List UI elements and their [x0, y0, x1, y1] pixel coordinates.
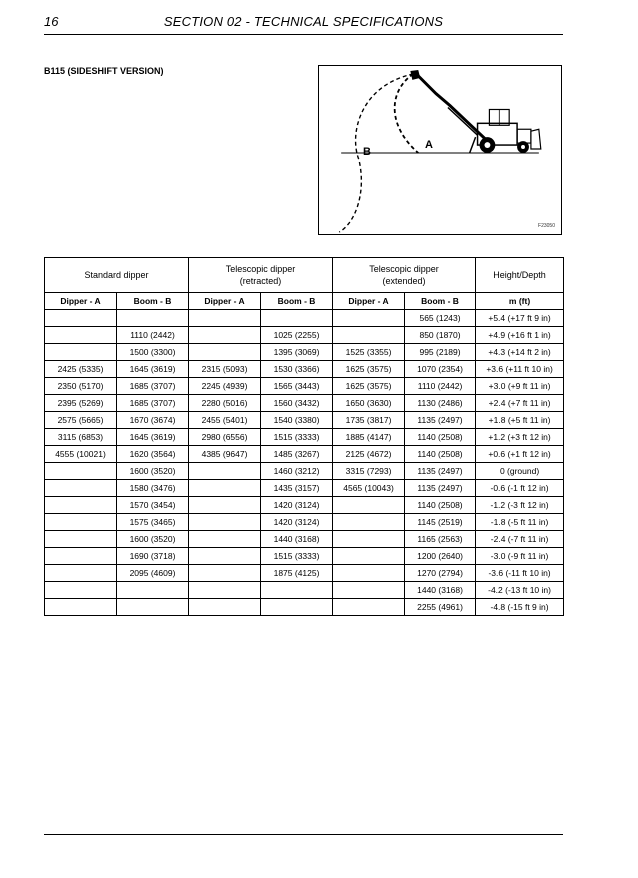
table-cell — [45, 344, 117, 361]
table-cell: 1070 (2354) — [405, 361, 476, 378]
table-cell — [45, 565, 117, 582]
page-header — [44, 12, 563, 35]
table-cell: 1670 (3674) — [117, 412, 189, 429]
table-row — [45, 395, 564, 412]
table-cell: 2245 (4939) — [189, 378, 261, 395]
table-cell — [333, 514, 405, 531]
table-cell — [333, 548, 405, 565]
table-cell: 3315 (7293) — [333, 463, 405, 480]
table-cell: -2.4 (-7 ft 11 in) — [476, 531, 564, 548]
table-cell: 1140 (2508) — [405, 497, 476, 514]
table-row — [45, 531, 564, 548]
table-cell — [333, 565, 405, 582]
table-row — [45, 497, 564, 514]
table-cell: +1.2 (+3 ft 12 in) — [476, 429, 564, 446]
table-cell: 1135 (2497) — [405, 463, 476, 480]
table-cell: 1485 (3267) — [261, 446, 333, 463]
table-cell: 1435 (3157) — [261, 480, 333, 497]
table-cell: +1.8 (+5 ft 11 in) — [476, 412, 564, 429]
table-row — [45, 378, 564, 395]
table-cell — [45, 497, 117, 514]
table-cell: +5.4 (+17 ft 9 in) — [476, 310, 564, 327]
group-header-standard: Standard dipper — [45, 258, 189, 293]
table-body — [45, 310, 564, 616]
table-cell: 1420 (3124) — [261, 514, 333, 531]
col-header: m (ft) — [476, 293, 564, 310]
arc-a-label: A — [425, 139, 433, 151]
table-cell: 565 (1243) — [405, 310, 476, 327]
table-cell: 1645 (3619) — [117, 361, 189, 378]
table-cell: 2575 (5665) — [45, 412, 117, 429]
table-cell — [333, 327, 405, 344]
table-cell: 1440 (3168) — [261, 531, 333, 548]
table-row — [45, 446, 564, 463]
table-cell: +4.3 (+14 ft 2 in) — [476, 344, 564, 361]
table-row — [45, 361, 564, 378]
table-cell — [189, 480, 261, 497]
table-cell — [333, 310, 405, 327]
table-cell: 2255 (4961) — [405, 599, 476, 616]
table-cell: 4385 (9647) — [189, 446, 261, 463]
table-cell: 1600 (3520) — [117, 463, 189, 480]
table-cell — [45, 327, 117, 344]
table-cell — [45, 599, 117, 616]
table-cell: 2980 (6556) — [189, 429, 261, 446]
table-cell: 1130 (2486) — [405, 395, 476, 412]
table-cell — [189, 548, 261, 565]
group-header-tele-retracted: Telescopic dipper (retracted) — [189, 258, 333, 293]
col-header: Boom - B — [261, 293, 333, 310]
table-cell: 1885 (4147) — [333, 429, 405, 446]
table-cell — [45, 310, 117, 327]
table-cell — [333, 497, 405, 514]
table-cell: 1580 (3476) — [117, 480, 189, 497]
table-cell — [45, 531, 117, 548]
dig-depth-table — [44, 257, 564, 616]
table-cell — [189, 463, 261, 480]
col-header: Boom - B — [405, 293, 476, 310]
table-cell: 0 (ground) — [476, 463, 564, 480]
backhoe-diagram-icon — [319, 66, 561, 234]
col-header: Dipper - A — [189, 293, 261, 310]
table-cell — [333, 531, 405, 548]
table-cell: 1685 (3707) — [117, 378, 189, 395]
table-row — [45, 429, 564, 446]
table-cell: 1690 (3718) — [117, 548, 189, 565]
table-cell: 1140 (2508) — [405, 429, 476, 446]
table-row — [45, 480, 564, 497]
table-cell: 2095 (4609) — [117, 565, 189, 582]
table-cell: -4.8 (-15 ft 9 in) — [476, 599, 564, 616]
table-row — [45, 412, 564, 429]
table-cell — [189, 497, 261, 514]
model-subtitle: B115 (SIDESHIFT VERSION) — [44, 66, 164, 76]
table-cell — [189, 514, 261, 531]
table-cell — [45, 548, 117, 565]
group-header-row — [45, 258, 564, 293]
table-cell: 1685 (3707) — [117, 395, 189, 412]
sub-header-row — [45, 293, 564, 310]
table-cell: 4565 (10043) — [333, 480, 405, 497]
table-row — [45, 463, 564, 480]
table-cell: 1620 (3564) — [117, 446, 189, 463]
table-row — [45, 548, 564, 565]
table-cell: 995 (2189) — [405, 344, 476, 361]
table-cell: -3.6 (-11 ft 10 in) — [476, 565, 564, 582]
table-cell: 1735 (3817) — [333, 412, 405, 429]
table-cell: 1165 (2563) — [405, 531, 476, 548]
table-cell: 1140 (2508) — [405, 446, 476, 463]
col-header: Dipper - A — [333, 293, 405, 310]
table-cell — [45, 514, 117, 531]
table-cell: 850 (1870) — [405, 327, 476, 344]
table-cell: 4555 (10021) — [45, 446, 117, 463]
table-row — [45, 599, 564, 616]
table-row — [45, 565, 564, 582]
table-cell: 1395 (3069) — [261, 344, 333, 361]
table-cell: 1600 (3520) — [117, 531, 189, 548]
table-cell — [45, 463, 117, 480]
table-cell — [189, 582, 261, 599]
table-cell — [189, 344, 261, 361]
table-cell: +4.9 (+16 ft 1 in) — [476, 327, 564, 344]
group-header-tele-extended: Telescopic dipper (extended) — [333, 258, 476, 293]
col-header: Boom - B — [117, 293, 189, 310]
table-cell — [117, 582, 189, 599]
table-cell: 2315 (5093) — [189, 361, 261, 378]
table-cell: 1145 (2519) — [405, 514, 476, 531]
table-row — [45, 514, 564, 531]
table-cell — [189, 599, 261, 616]
table-cell: -1.2 (-3 ft 12 in) — [476, 497, 564, 514]
table-cell: 2350 (5170) — [45, 378, 117, 395]
table-cell — [45, 480, 117, 497]
table-cell — [117, 599, 189, 616]
table-cell — [261, 599, 333, 616]
table-cell: 2280 (5016) — [189, 395, 261, 412]
arc-b-label: B — [363, 146, 371, 158]
table-cell: 1570 (3454) — [117, 497, 189, 514]
page-number: 16 — [44, 14, 59, 29]
table-cell: -4.2 (-13 ft 10 in) — [476, 582, 564, 599]
table-cell: +0.6 (+1 ft 12 in) — [476, 446, 564, 463]
table-cell: 1645 (3619) — [117, 429, 189, 446]
section-title: SECTION 02 - TECHNICAL SPECIFICATIONS — [163, 14, 444, 29]
table-cell: 1110 (2442) — [117, 327, 189, 344]
table-cell: 1650 (3630) — [333, 395, 405, 412]
figure-code: F23050 — [538, 223, 555, 229]
table-cell — [261, 310, 333, 327]
table-cell: 1575 (3465) — [117, 514, 189, 531]
table-cell: -0.6 (-1 ft 12 in) — [476, 480, 564, 497]
col-header: Dipper - A — [45, 293, 117, 310]
table-row — [45, 582, 564, 599]
table-cell: 1500 (3300) — [117, 344, 189, 361]
table-cell: 3115 (6853) — [45, 429, 117, 446]
table-cell — [117, 310, 189, 327]
table-cell: 1515 (3333) — [261, 548, 333, 565]
dig-reach-figure — [318, 65, 562, 235]
table-cell: +3.6 (+11 ft 10 in) — [476, 361, 564, 378]
table-cell — [189, 327, 261, 344]
table-cell: 1565 (3443) — [261, 378, 333, 395]
table-cell: 1515 (3333) — [261, 429, 333, 446]
table-cell: 1460 (3212) — [261, 463, 333, 480]
table-cell: +3.0 (+9 ft 11 in) — [476, 378, 564, 395]
table-cell: 1200 (2640) — [405, 548, 476, 565]
table-cell — [189, 310, 261, 327]
table-cell: 1540 (3380) — [261, 412, 333, 429]
table-row — [45, 310, 564, 327]
table-cell: 1530 (3366) — [261, 361, 333, 378]
group-header-height-depth: Height/Depth — [476, 258, 564, 293]
table-cell: 1440 (3168) — [405, 582, 476, 599]
table-cell — [261, 582, 333, 599]
table-cell: -1.8 (-5 ft 11 in) — [476, 514, 564, 531]
footer-rule — [44, 834, 563, 835]
table-cell: 1025 (2255) — [261, 327, 333, 344]
table-row — [45, 327, 564, 344]
table-cell: 2425 (5335) — [45, 361, 117, 378]
table-cell — [189, 531, 261, 548]
table-cell: 2395 (5269) — [45, 395, 117, 412]
table-cell — [333, 599, 405, 616]
table-cell: 1135 (2497) — [405, 412, 476, 429]
table-cell: 2455 (5401) — [189, 412, 261, 429]
table-cell — [45, 582, 117, 599]
table-cell — [189, 565, 261, 582]
table-cell: 1625 (3575) — [333, 378, 405, 395]
table-cell: 1135 (2497) — [405, 480, 476, 497]
table-cell: 2125 (4672) — [333, 446, 405, 463]
table-cell: 1875 (4125) — [261, 565, 333, 582]
table-cell: 1270 (2794) — [405, 565, 476, 582]
table-cell: 1110 (2442) — [405, 378, 476, 395]
table-cell: 1560 (3432) — [261, 395, 333, 412]
table-cell — [333, 582, 405, 599]
table-row — [45, 344, 564, 361]
table-cell: 1525 (3355) — [333, 344, 405, 361]
table-cell: 1625 (3575) — [333, 361, 405, 378]
table-cell: 1420 (3124) — [261, 497, 333, 514]
table-cell: -3.0 (-9 ft 11 in) — [476, 548, 564, 565]
table-cell: +2.4 (+7 ft 11 in) — [476, 395, 564, 412]
